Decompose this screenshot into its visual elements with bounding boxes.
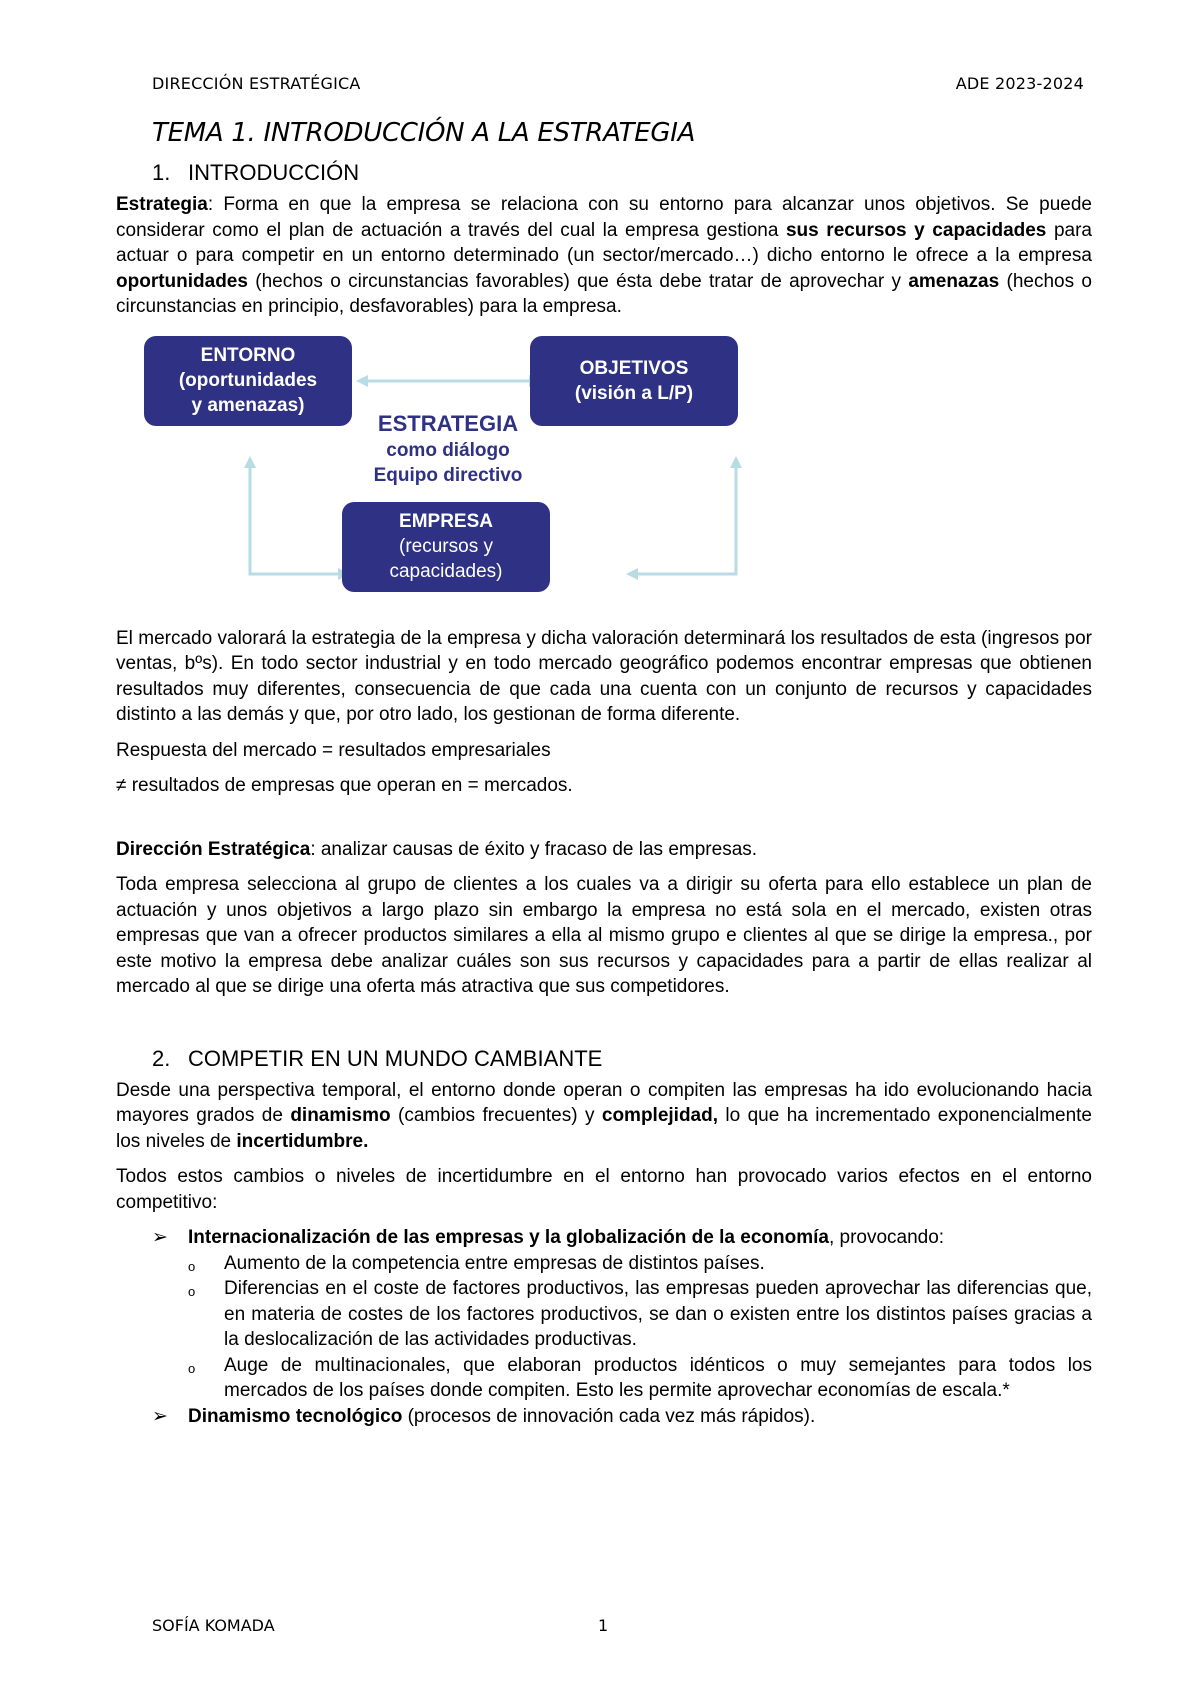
strategic-management-definition (116, 837, 1092, 863)
term-complejidad: complejidad, (601, 1105, 719, 1126)
arrow-bullet-icon: ➢ (152, 1227, 168, 1248)
section-1-heading (152, 160, 1092, 186)
estrategia-title: ESTRATEGIA (377, 410, 519, 436)
term-amenazas: amenazas (908, 270, 1000, 292)
term-dinamismo: dinamismo (290, 1105, 391, 1126)
section-2-number: 2. (152, 1045, 171, 1071)
section-1-title: INTRODUCCIÓN (188, 160, 360, 185)
circle-bullet-icon: o (188, 1258, 196, 1274)
clients-paragraph: Toda empresa selecciona al grupo de clientes a los cuales va a dirigir su oferta para ello establece un plan de actuación y unos objetivos a largo plazo sin embargo la empresa no está sola en el mercado, existen otras empresas que van a ofrecer productos similares a ella al mismo grupo e clientes al que se dirige la empresa., por este motivo la empresa debe analizar cuáles son sus recursos y capacidades para a partir de ellas realizar al mercado al que se dirige una oferta más atractiva que sus competidores. (116, 874, 1092, 997)
term-estrategia: Estrategia (116, 194, 208, 215)
strategy-diagram (116, 334, 1092, 604)
list-item (116, 1225, 1092, 1404)
text-span: Desde una perspectiva temporal, el entorno donde operan o compiten las empresas ha ido evolucionando hacia mayores grados de (116, 1079, 1092, 1126)
entorno-title: ENTORNO (200, 345, 296, 366)
strategy-definition-paragraph (116, 192, 1092, 320)
empresa-subtitle-2: capacidades) (389, 561, 503, 582)
footer-author: SOFÍA KOMADA (152, 1616, 275, 1635)
entorno-subtitle: (oportunidades (178, 370, 318, 391)
circle-bullet-icon: o (188, 1284, 196, 1299)
term-recursos: sus recursos y capacidades (785, 219, 1047, 241)
sub-list-item (188, 1353, 1092, 1404)
estrategia-subtitle: como diálogo (386, 439, 510, 461)
sub-list (188, 1251, 1092, 1404)
estrategia-subtitle-2: Equipo directivo (373, 464, 523, 486)
text-span: : analizar causas de éxito y fracaso de las empresas. (310, 838, 758, 860)
list-item (116, 1404, 1092, 1430)
term-internacionalizacion: Internacionalización de las empresas y la globalización de la economía (188, 1227, 829, 1248)
empresa-title: EMPRESA (399, 511, 493, 532)
section-2-heading (152, 1046, 1092, 1072)
term-direccion-estrategica: Dirección Estratégica (116, 838, 311, 860)
page-number: 1 (598, 1616, 609, 1635)
arrow-empresa-objetivos (636, 464, 736, 574)
objetivos-box (530, 336, 738, 426)
entorno-box (144, 336, 352, 426)
effects-paragraph: Todos estos cambios o niveles de incertidumbre en el entorno han provocado varios efectos en el entorno competitivo: (116, 1166, 1092, 1213)
header-year: ADE 2023-2024 (955, 74, 1084, 93)
text-span: (procesos de innovación cada vez más rápidos). (402, 1405, 816, 1427)
term-dinamismo-tecnologico: Dinamismo tecnológico (188, 1405, 403, 1427)
page-title: TEMA 1. INTRODUCCIÓN A LA ESTRATEGIA (152, 118, 696, 148)
results-line: ≠ resultados de empresas que operan en = mercados. (116, 775, 573, 796)
section-1-number: 1. (152, 160, 171, 185)
effects-list (116, 1225, 1092, 1429)
market-paragraph: El mercado valorará la estrategia de la empresa y dicha valoración determinará los resultados de esta (ingresos por ventas, bºs). En todo sector industrial y en todo mercado geográfico podemos encontrar empresas que obtienen resultados muy diferentes, consecuencia de que cada una cuenta con un conjunto de recursos y capacidades distinto a las demás y que, por otro lado, los gestionan de forma diferente. (116, 627, 1092, 725)
sub-item-text: Aumento de la competencia entre empresas de distintos países. (224, 1252, 765, 1274)
estrategia-label (342, 410, 554, 488)
market-response-line: Respuesta del mercado = resultados empresariales (116, 739, 551, 761)
objetivos-subtitle: (visión a L/P) (574, 382, 694, 404)
text-span: lo que ha incrementado exponencialmente los niveles de (116, 1105, 1093, 1152)
text-span: para actuar o para competir en un entorno determinado (un sector/mercado…) dicho entorno le ofrece a la empresa (116, 219, 1092, 266)
sub-list-item (188, 1251, 1092, 1277)
empresa-subtitle: (recursos y (399, 536, 493, 557)
text-span: (cambios frecuentes) y (390, 1105, 602, 1126)
circle-bullet-icon: o (188, 1360, 196, 1376)
term-oportunidades: oportunidades (116, 270, 248, 292)
text-span: : Forma en que la empresa se relaciona con su entorno para alcanzar unos objetivos. Se puede considerar como el plan de actuación a través del cual la empresa gestiona (116, 194, 1092, 241)
sub-list-item (188, 1276, 1092, 1353)
arrow-entorno-empresa (250, 464, 340, 574)
document-body (116, 118, 1092, 1429)
section-2-title: COMPETIR EN UN MUNDO CAMBIANTE (188, 1045, 603, 1071)
sub-item-text: Auge de multinacionales, que elaboran productos idénticos o muy semejantes para todos los mercados de los países donde compiten. Esto les permite aprovechar economías de escala.* (224, 1354, 1092, 1401)
text-span: , provocando: (828, 1227, 945, 1248)
objetivos-title: OBJETIVOS (579, 357, 689, 379)
text-span: (hechos o circunstancias en principio, desfavorables) para la empresa. (116, 270, 1092, 317)
entorno-subtitle-2: y amenazas) (191, 395, 305, 416)
text-span: (hechos o circunstancias favorables) que ésta debe tratar de aprovechar y (247, 270, 909, 292)
arrow-bullet-icon: ➢ (152, 1405, 168, 1427)
sub-item-text: Diferencias en el coste de factores productivos, las empresas pueden aprovechar las diferencias que, en materia de costes de los factores productivos, se dan o existen entre los distintos países gracias a la deslocalización de las actividades productivas. (224, 1278, 1092, 1350)
empresa-box (342, 502, 550, 592)
temporal-paragraph (116, 1078, 1092, 1155)
header-course: DIRECCIÓN ESTRATÉGICA (152, 74, 361, 93)
term-incertidumbre: incertidumbre. (236, 1130, 369, 1152)
